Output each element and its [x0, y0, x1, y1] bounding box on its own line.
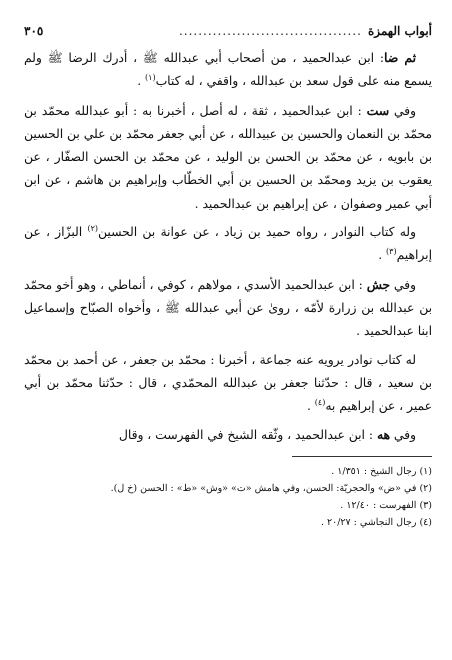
- paragraph-text: : ابن عبدالحميد ، وثّقه الشيخ في الفهرست ، وقال: [118, 428, 377, 443]
- footnotes: [24, 463, 432, 531]
- paragraph: [24, 221, 432, 268]
- footnote: (٣) الفهرست : ١٢/٤٠ .: [340, 499, 432, 511]
- paragraph-text-middle: البزّاز ، عن إبراهيم: [24, 225, 432, 263]
- paragraph-text: : ابن عبدالحميد الأسدي ، مولاهم ، كوفي ، أنماطي ، وهو أخو محمّد بن عبدالله بن زرارة لأمّه ، روىٰ عن أبي عبدالله ﷺ ، وأخواه الصبّاح وإسماعيل ابنا عبدالحميد .: [24, 277, 432, 339]
- footnote-reference: (١): [145, 73, 156, 83]
- document-page: [24, 24, 432, 650]
- footnote: (٢) في «ض» والحجريّة: الحسن، وفي هامش «ت» «وش» «ط» : الحسن (خ ل).: [110, 482, 432, 494]
- paragraph: [24, 46, 432, 94]
- paragraph-lead: وفي: [390, 277, 416, 292]
- paragraph-lead: وفي: [389, 103, 416, 118]
- footnote: (١) رجال الشيخ : ١/٣٥١ .: [331, 465, 432, 477]
- footnote: (٤) رجال النجاشي : ٢٠/٢٧ .: [320, 516, 432, 528]
- header-dot-leader: ......................................: [178, 24, 362, 38]
- paragraph: [24, 349, 432, 419]
- paragraph: [24, 273, 432, 344]
- paragraph-text: له كتاب نوادر يرويه عنه جماعة ، أخبرنا : محمّد بن جعفر ، عن أحمد بن محمّد بن سعيد ، قال : حدّثنا جعفر بن عبدالله المحمّدي ، قال : حدّثنا محمّد بن أبي عمير ، عن إبراهيم به: [24, 352, 432, 414]
- abbreviation-keyword: ست: [366, 102, 390, 118]
- abbreviation-keyword: هه: [376, 427, 391, 443]
- abbreviation-keyword: جش: [366, 276, 390, 292]
- paragraph-text-end: .: [137, 74, 146, 89]
- paragraph: [24, 423, 432, 447]
- running-header: [24, 24, 432, 42]
- footnote-reference: (٤): [314, 398, 326, 408]
- paragraph-lead: وفي: [390, 428, 416, 443]
- footnote-reference: (٢): [87, 223, 99, 233]
- paragraph-text-end: .: [306, 399, 315, 414]
- main-text: [24, 46, 432, 448]
- paragraph-text-end: .: [378, 248, 387, 263]
- paragraph: [24, 99, 432, 216]
- abbreviation-keyword: ثم ضا: [384, 50, 417, 65]
- paragraph-text: : ابن عبدالحميد ، ثقة ، له أصل ، أخبرنا به : أبو عبدالله محمّد بن محمّد بن النعمان والحسين بن عبيدالله ، عن أبي جعفر محمّد بن علي بن الحسين بن بابويه ، عن محمّد بن الحسن بن الوليد ، عن محمّد بن الحسن الصفّار ، عن يعقوب بن يزيد ومحمّد بن الحسين بن أبي الخطّاب وإبراهيم بن هاشم ، عن ابن أبي عمير وصفوان ، عن إبراهيم بن عبدالحميد .: [24, 103, 432, 211]
- footnote-reference: (٣): [386, 247, 397, 257]
- paragraph-text: وله كتاب النوادر ، رواه حميد بن زياد ، عن عوانة بن الحسين: [98, 225, 416, 240]
- footnote-separator: [292, 456, 432, 457]
- section-title: أبواب الهمزة: [367, 24, 432, 38]
- page-number: ٣٠٥: [24, 24, 44, 38]
- paragraph-text: : ابن عبدالحميد ، من أصحاب أبي عبدالله ﷺ ، أدرك الرضا ﷺ ولم يسمع منه على قول سعد بن عبدالله ، واقفي ، له كتاب: [24, 51, 432, 89]
